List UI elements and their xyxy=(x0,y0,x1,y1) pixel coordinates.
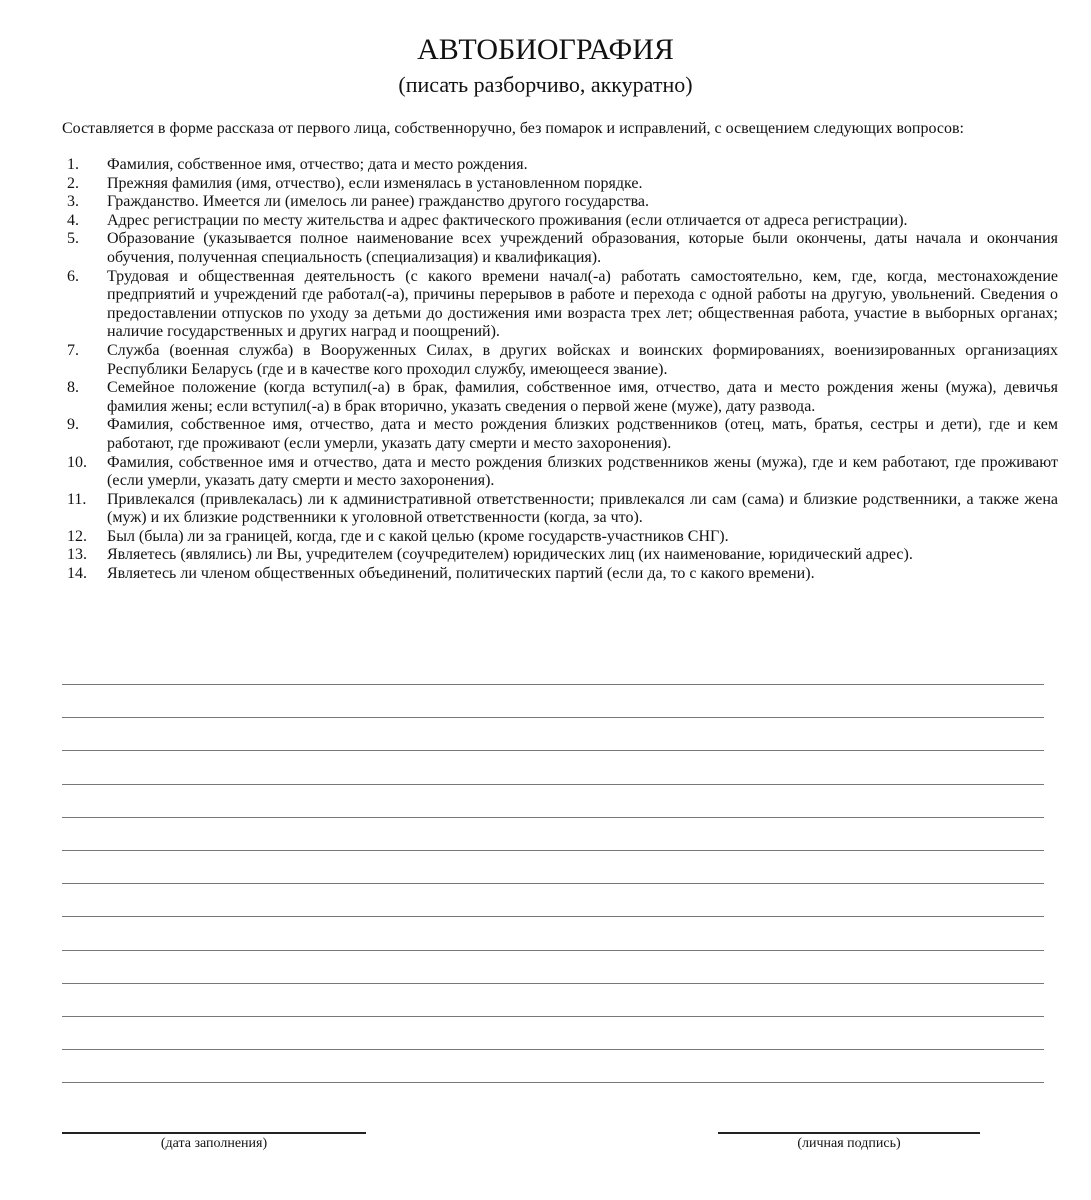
item-number: 10. xyxy=(67,453,87,471)
intro-text: Составляется в форме рассказа от первого лица, собственноручно, без помарок и исправлений, с освещением следующих вопросов: xyxy=(62,120,964,137)
date-label: (дата заполнения) xyxy=(160,1136,268,1151)
questions-list xyxy=(62,156,1058,584)
item-number: 5. xyxy=(67,230,79,248)
document-title: АВТОБИОГРАФИЯ xyxy=(417,33,674,66)
item-number: 11. xyxy=(67,490,87,508)
list-item xyxy=(62,454,1058,491)
list-item xyxy=(62,230,1058,267)
writing-line[interactable] xyxy=(62,850,1044,851)
item-number: 2. xyxy=(67,174,79,192)
item-text: Трудовая и общественная деятельность (с какого времени начал(-а) работать самостоятельно, кем, где, когда, местонахождение предприятий и учреждений где работал(-а), причины перерывов в работе и перехода с одной работы на другую, увольнений. Сведения о предоставлении отпусков по уходу за детьми до достижения ими возраста трех лет; общественная работа, участие в выборных органах; наличие государственных и других наград и поощрений). xyxy=(107,267,1058,341)
item-number: 3. xyxy=(67,193,79,211)
item-text: Фамилия, собственное имя, отчество; дата и место рождения. xyxy=(107,156,528,173)
item-text: Семейное положение (когда вступил(-а) в брак, фамилия, собственное имя, отчество, дата и место рождения жены (мужа), девичья фамилия жены; если вступил(-а) в брак вторично, указать сведения о первой жене (муже), дату развода. xyxy=(107,379,1058,415)
item-number: 14. xyxy=(67,565,87,583)
item-text: Фамилия, собственное имя и отчество, дата и место рождения близких родственников жены (мужа), где и кем работают, где проживают (если умерли, указать дату смерти и место захоронения). xyxy=(107,453,1058,490)
writing-line[interactable] xyxy=(62,950,1044,951)
list-item xyxy=(62,268,1058,342)
writing-line[interactable] xyxy=(62,983,1044,984)
signature-label: (личная подпись) xyxy=(797,1136,901,1151)
item-number: 6. xyxy=(67,267,79,285)
list-item xyxy=(62,528,1058,547)
list-item xyxy=(62,156,1058,175)
item-text: Являетесь (являлись) ли Вы, учредителем (соучредителем) юридических лиц (их наименование, юридический адрес). xyxy=(107,546,913,564)
document-subtitle: (писать разборчиво, аккуратно) xyxy=(398,72,693,97)
writing-line[interactable] xyxy=(62,1082,1044,1083)
item-number: 8. xyxy=(67,379,79,397)
list-item xyxy=(62,212,1058,231)
writing-line[interactable] xyxy=(62,817,1044,818)
date-line[interactable] xyxy=(62,1132,366,1134)
item-number: 9. xyxy=(67,416,79,434)
item-text: Образование (указывается полное наименование всех учреждений образования, которые были окончены, даты начала и окончания обучения, полученная специальность (специализация) и квалификация). xyxy=(107,230,1058,266)
writing-line[interactable] xyxy=(62,916,1044,917)
item-number: 12. xyxy=(67,527,87,545)
item-text: Был (была) ли за границей, когда, где и с какой целью (кроме государств-участников СНГ). xyxy=(107,527,729,545)
list-item xyxy=(62,565,1058,584)
item-text: Являетесь ли членом общественных объединений, политических партий (если да, то с какого времени). xyxy=(107,565,815,583)
item-text: Служба (военная служба) в Вооруженных Силах, в других войсках и воинских формированиях, военизированных организациях Республики Беларусь (где и в качестве кого проходил службу, имеющееся звание). xyxy=(107,341,1058,378)
list-item xyxy=(62,193,1058,212)
item-text: Фамилия, собственное имя, отчество, дата и место рождения близких родственников (отец, мать, братья, сестры и дети), где и кем работают, где проживают (если умерли, указать дату смерти и место захоронения). xyxy=(107,416,1058,452)
writing-line[interactable] xyxy=(62,750,1044,751)
item-text: Адрес регистрации по месту жительства и адрес фактического проживания (если отличается от адреса регистрации). xyxy=(107,211,908,229)
item-number: 7. xyxy=(67,341,79,359)
item-text: Гражданство. Имеется ли (имелось ли ранее) гражданство другого государства. xyxy=(107,193,650,211)
writing-line[interactable] xyxy=(62,1049,1044,1050)
list-item xyxy=(62,342,1058,379)
writing-line[interactable] xyxy=(62,784,1044,785)
list-item xyxy=(62,379,1058,416)
writing-line[interactable] xyxy=(62,717,1044,718)
list-item xyxy=(62,416,1058,453)
item-number: 1. xyxy=(67,156,79,173)
writing-line[interactable] xyxy=(62,1016,1044,1017)
item-number: 13. xyxy=(67,546,87,564)
list-item xyxy=(62,546,1058,565)
item-text: Привлекался (привлекалась) ли к административной ответственности; привлекался ли сам (сама) и близкие родственники, а также жена (муж) и их близкие родственники к уголовной ответственности (когда, за что). xyxy=(107,490,1058,527)
writing-line[interactable] xyxy=(62,684,1044,685)
writing-line[interactable] xyxy=(62,883,1044,884)
item-text: Прежняя фамилия (имя, отчество), если изменялась в установленном порядке. xyxy=(107,174,643,192)
item-number: 4. xyxy=(67,211,79,229)
list-item xyxy=(62,491,1058,528)
list-item xyxy=(62,175,1058,194)
signature-line[interactable] xyxy=(718,1132,980,1134)
